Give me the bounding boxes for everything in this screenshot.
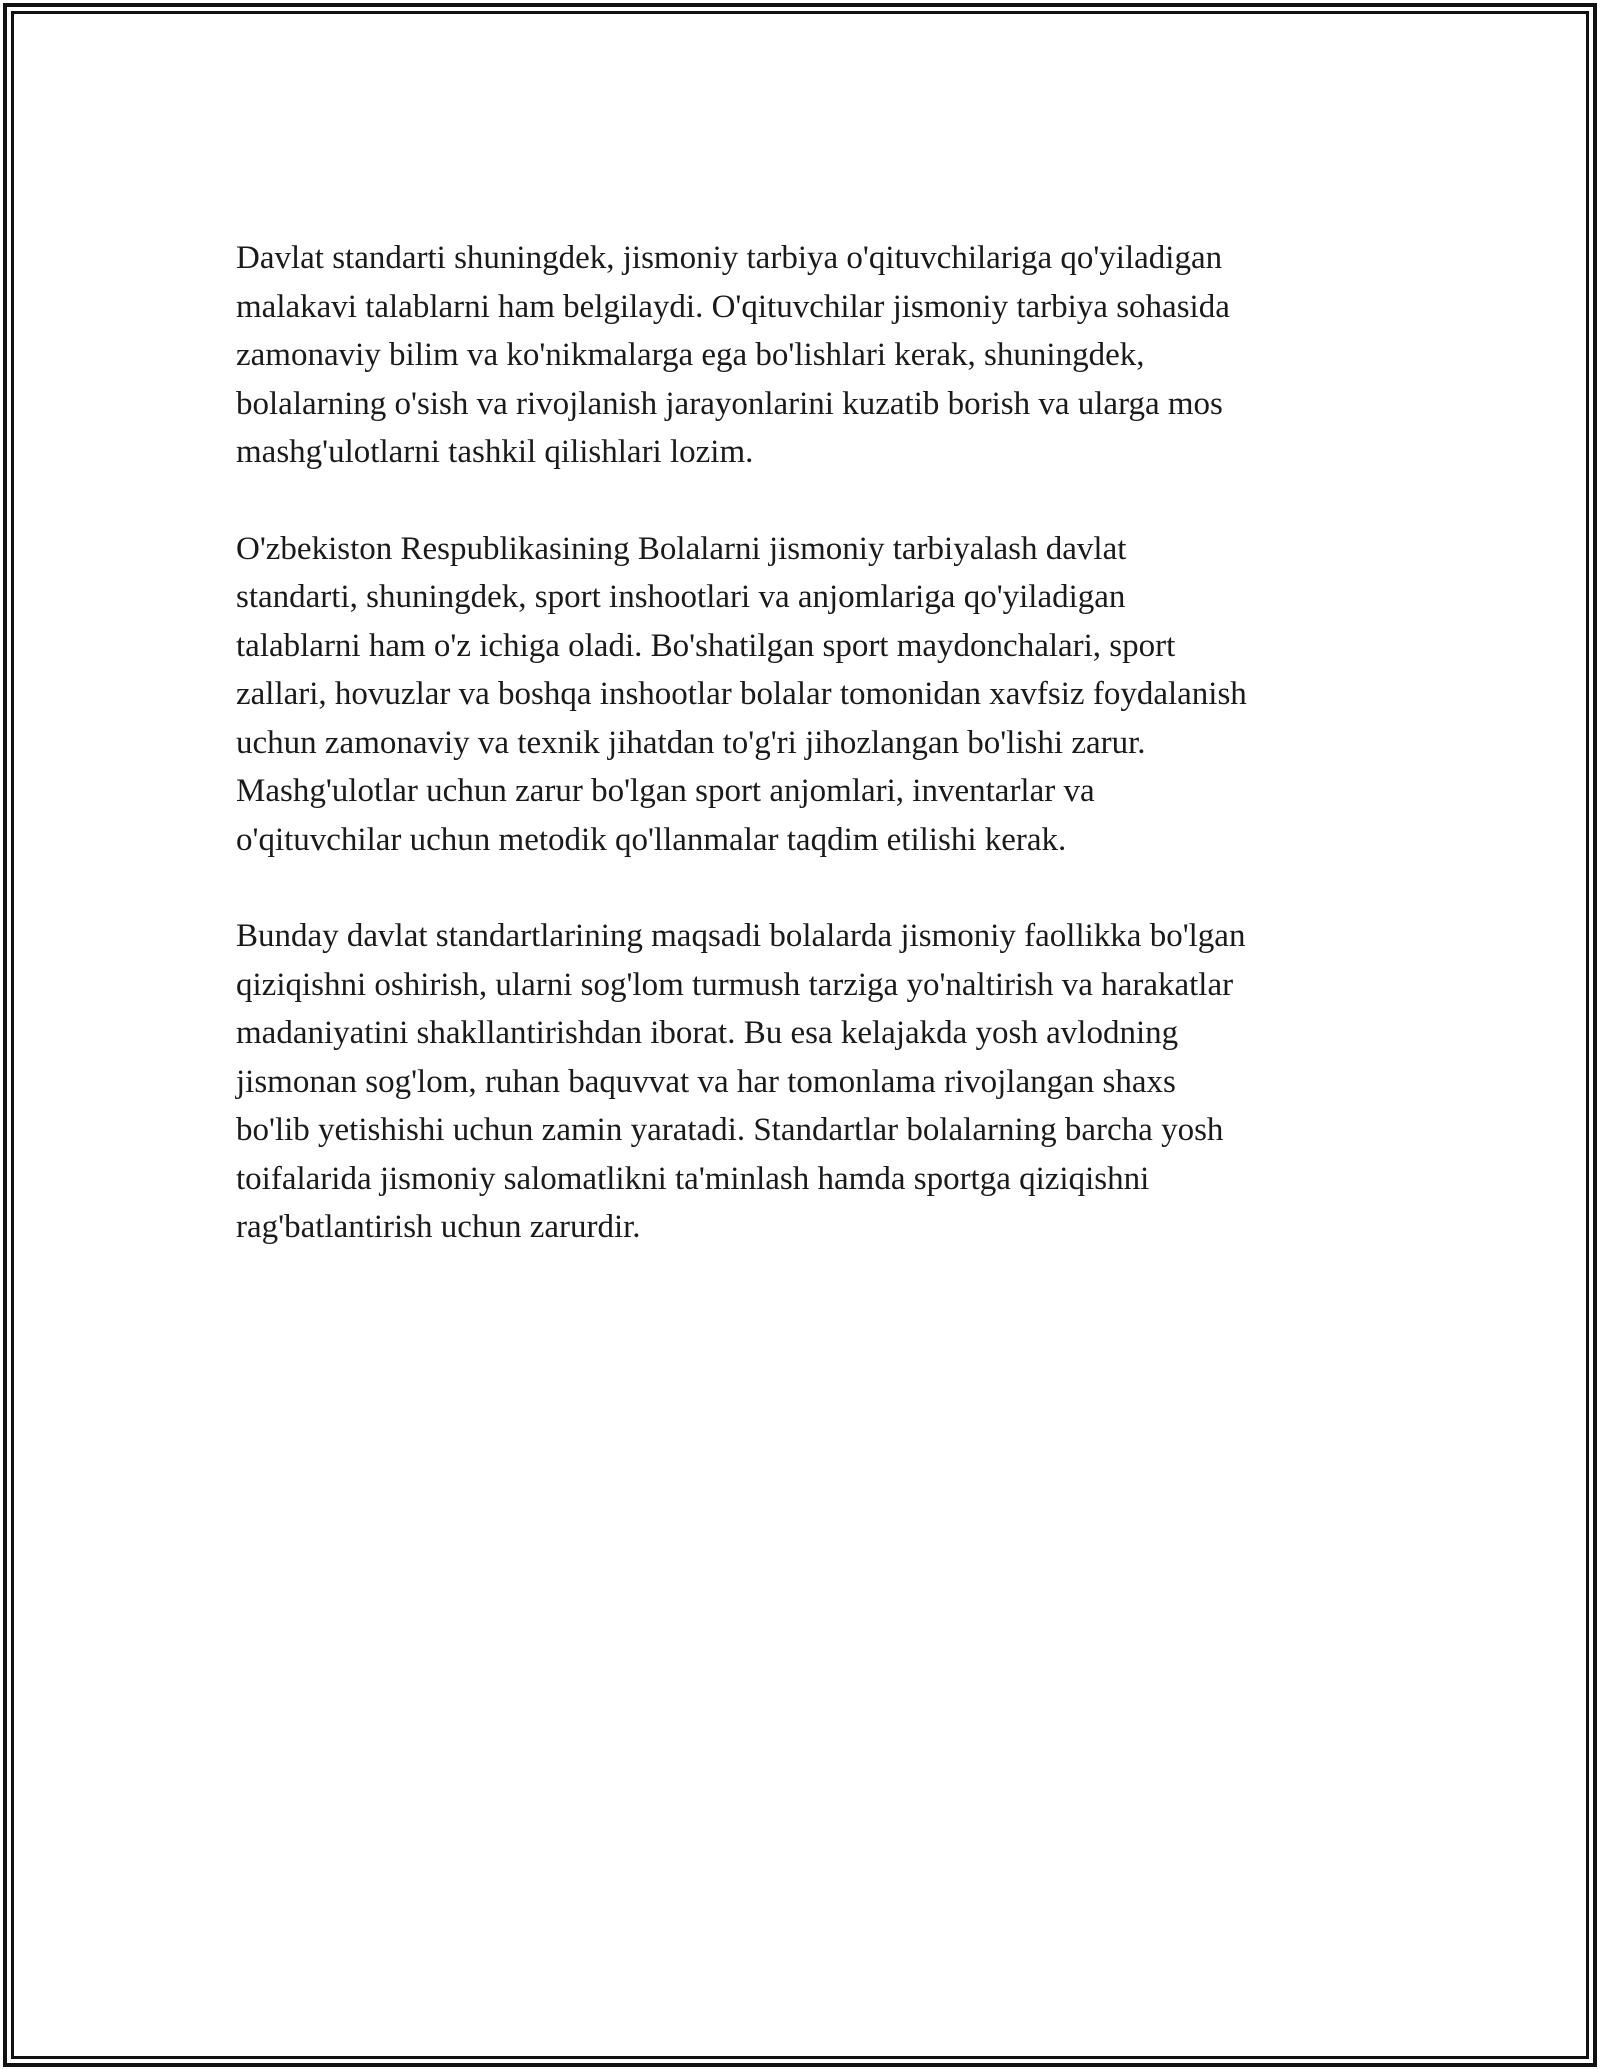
- paragraph-standards-purpose: Bunday davlat standartlarining maqsadi bolalarda jismoniy faollikka bo'lgan qiziqishni oshirish, ularni sog'lom turmush tarziga yo'naltirish va harakatlar madaniyatini shakllantirishdan iborat. Bu esa kelajakda yosh avlodning jismonan sog'lom, ruhan baquvvat va har tomonlama rivojlangan shaxs bo'lib yetishishi uchun zamin yaratadi. Standartlar bolalarning barcha yosh toifalarida jismoniy salomatlikni ta'minlash hamda sportga qiziqishni rag'batlantirish uchun zarurdir.: [236, 918, 1246, 1245]
- paragraph-sport-facilities: O'zbekiston Respublikasining Bolalarni jismoniy tarbiyalash davlat standarti, shuningdek, sport inshootlari va anjomlariga qo'yiladigan talablarni ham o'z ichiga oladi. Bo'shatilgan sport maydonchalari, sport zallari, hovuzlar va boshqa inshootlar bolalar tomonidan xavfsiz foydalanish uchun zamonaviy va texnik jihatdan to'g'ri jihozlangan bo'lishi zarur. Mashg'ulotlar uchun zarur bo'lgan sport anjomlari, inventarlar va o'qituvchilar uchun metodik qo'llanmalar taqdim etilishi kerak.: [236, 530, 1247, 858]
- document-body: [236, 234, 1386, 1300]
- paragraph-teacher-requirements: Davlat standarti shuningdek, jismoniy tarbiya o'qituvchilariga qo'yiladigan malakavi talablarni ham belgilaydi. O'qituvchilar jismoniy tarbiya sohasida zamonaviy bilim va ko'nikmalarga ega bo'lishlari kerak, shuningdek, bolalarning o'sish va rivojlanish jarayonlarini kuzatib borish va ularga mos mashg'ulotlarni tashkil qilishlari lozim.: [236, 240, 1230, 470]
